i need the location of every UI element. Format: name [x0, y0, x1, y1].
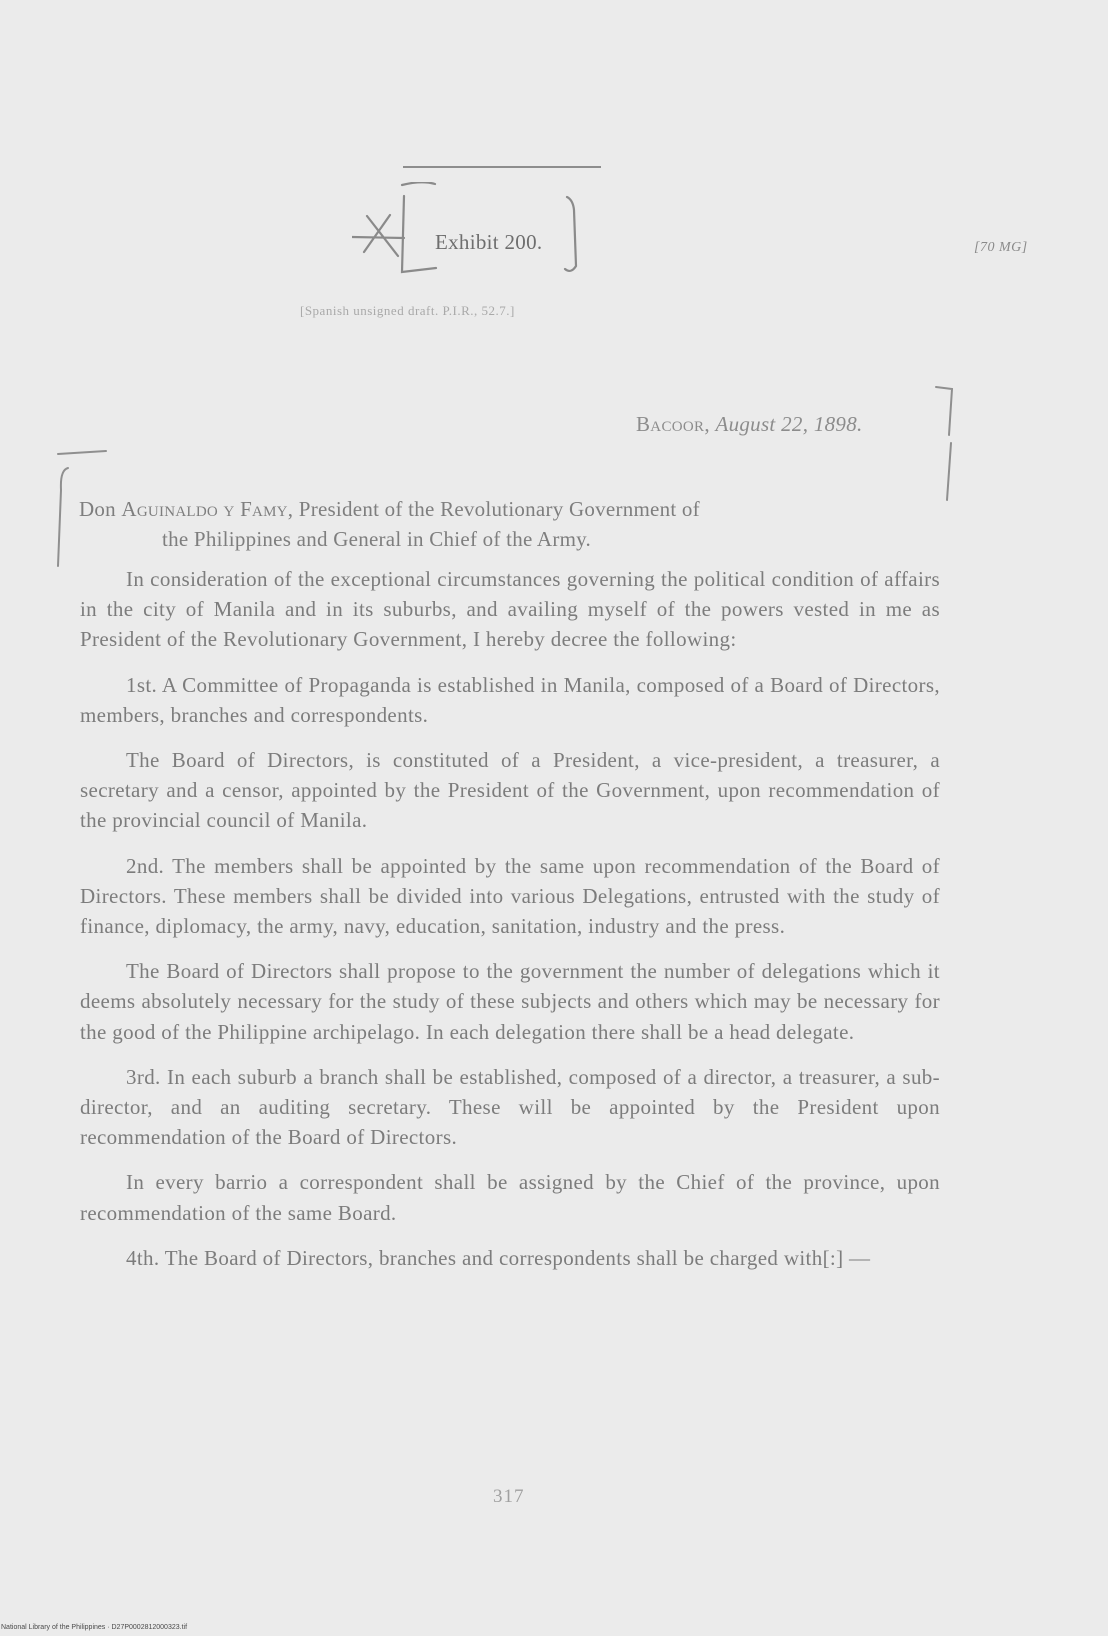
body-paragraph: The Board of Directors, is constituted of a President, a vice-president, a treasurer, a secretary and a censor, appointed by the President of the Government, upon recommendation of the provincial council of Manila.	[80, 748, 940, 833]
exhibit-label: Exhibit 200.	[435, 230, 543, 254]
heading-name: Aguinaldo y Famy,	[121, 497, 294, 521]
dateline-place: Bacoor,	[636, 412, 710, 436]
body-paragraph: 3rd. In each suburb a branch shall be established, composed of a director, a treasurer, a sub-director, and an auditing secretary. These will be appointed by the President upon recommendation of the Board of Directors.	[80, 1064, 940, 1150]
dateline-date: August 22, 1898.	[715, 412, 863, 436]
body-paragraph: 2nd. The members shall be appointed by the same upon recommendation of the Board of Directors. These members shall be divided into various Delegations, entrusted with the study of finance, diplomacy, the army, navy, education, sanitation, industry and the press.	[80, 853, 940, 939]
body-paragraph: In consideration of the exceptional circumstances governing the political condition of affairs in the city of Manila and in its suburbs, and availing myself of the powers vested in me as President of the Revolutionary Government, I hereby decree the following:	[80, 567, 940, 652]
heading-title: President of the Revolutionary Government of	[293, 497, 700, 521]
source-note: [Spanish unsigned draft. P.I.R., 52.7.]	[300, 303, 515, 318]
archive-code: [70 MG]	[974, 240, 1028, 255]
heading-prefix: Don	[79, 497, 122, 521]
page-number: 317	[493, 1486, 525, 1507]
body-paragraph: The Board of Directors shall propose to the government the number of delegations which it deems absolutely necessary for the study of these subjects and others which may be necessary for the good of the Philippine archipelago. In each delegation there shall be a head delegate.	[80, 959, 940, 1044]
decree-heading	[79, 494, 939, 554]
decree-body	[80, 564, 940, 1288]
scan-source-line: National Library of the Philippines · D27P0002812000323.tif	[1, 1624, 188, 1631]
heading-title-continued: the Philippines and General in Chief of the Army.	[162, 527, 592, 551]
dateline	[636, 412, 863, 437]
body-paragraph: In every barrio a correspondent shall be assigned by the Chief of the province, upon recommendation of the same Board.	[80, 1170, 940, 1225]
body-paragraph: 1st. A Committee of Propaganda is established in Manila, composed of a Board of Directors, members, branches and correspondents.	[80, 672, 940, 727]
body-paragraph: 4th. The Board of Directors, branches and correspondents shall be charged with[:] —	[126, 1245, 871, 1270]
